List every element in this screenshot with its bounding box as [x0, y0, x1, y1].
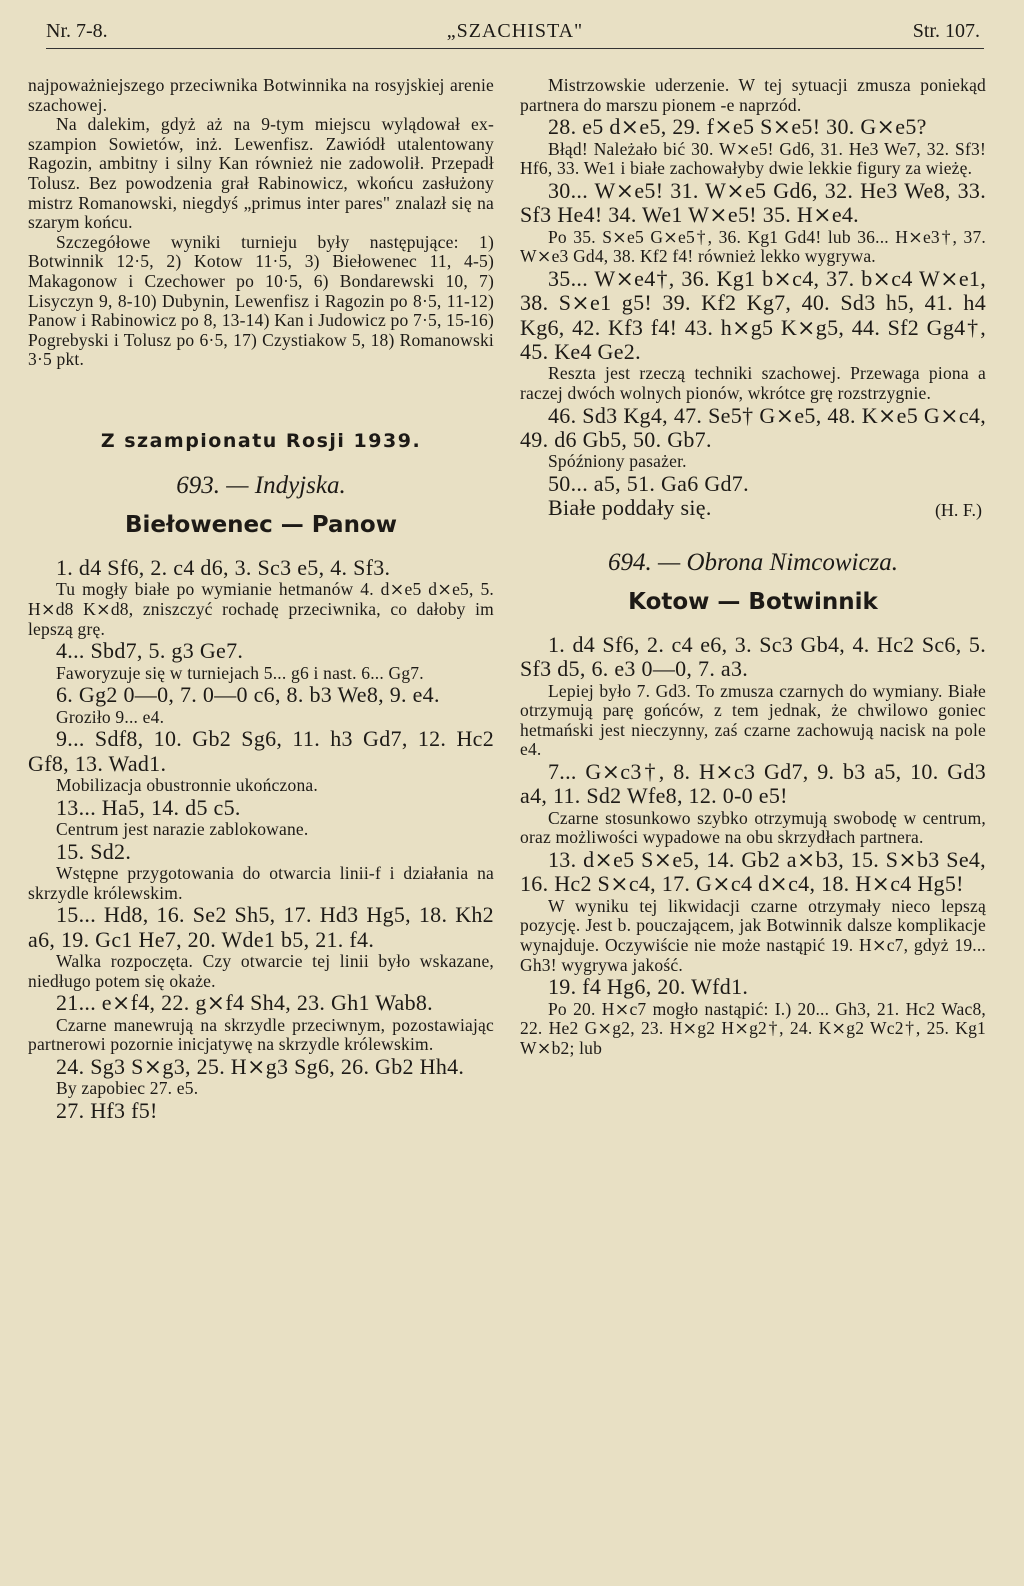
- commentary: Faworyzuje się w turniejach 5... g6 i nast. 6... Gg7.: [56, 662, 424, 683]
- page-number: Str. 107.: [912, 20, 980, 42]
- moves-line: 1. d4 Sf6, 2. c4 e6, 3. Sc3 Gb4, 4. Hc2 Sc6, 5. Sf3 d5, 6. e3 0—0, 7. a3.: [520, 631, 986, 682]
- moves-line: 13. d⨯e5 S⨯e5, 14. Gb2 a⨯b3, 15. S⨯b3 Se4, 16. Hc2 S⨯c4, 17. G⨯c4 d⨯c4, 18. H⨯c4 Hg5!: [520, 847, 986, 897]
- moves-line: 50... a5, 51. Ga6 Gd7.: [548, 471, 749, 496]
- moves-line: 9... Sdf8, 10. Gb2 Sg6, 11. h3 Gd7, 12. Hc2 Gf8, 13. Wad1.: [28, 726, 494, 776]
- commentary: Czarne stosunkowo szybko otrzymują swobodę w centrum, oraz możliwości wypadowe na obu skrzydłach partnera.: [520, 807, 986, 848]
- issue-number: Nr. 7-8.: [46, 20, 108, 42]
- moves-line: 28. e5 d⨯e5, 29. f⨯e5 S⨯e5! 30. G⨯e5?: [548, 114, 927, 140]
- final-line: [520, 496, 986, 520]
- commentary: Spóźniony pasażer.: [548, 451, 687, 472]
- commentary: Wstępne przygotowania do otwarcia linii-f i działania na skrzydle królewskim.: [28, 862, 494, 903]
- game-number: 694. — Obrona Nimcowicza.: [607, 548, 899, 576]
- commentary: Po 35. S⨯e5 G⨯e5†, 36. Kg1 Gd4! lub 36... H⨯e3†, 37. W⨯e3 Gd4, 38. Kf2 f4! również lekko wygrywa.: [520, 226, 986, 267]
- left-column: [28, 76, 494, 1123]
- moves-line: 1. d4 Sf6, 2. c4 d6, 3. Sc3 e5, 4. Sf3.: [56, 554, 391, 580]
- commentary: Mistrzowskie uderzenie. W tej sytuacji zmusza poniekąd partnera do marszu pionem -e naprzód.: [520, 75, 986, 115]
- moves-line: 24. Sg3 S⨯g3, 25. H⨯g3 Sg6, 26. Gb2 Hh4.: [56, 1053, 465, 1079]
- commentary: Mobilizacja obustronnie ukończona.: [56, 774, 318, 795]
- results-paragraph: Szczegółowe wyniki turnieju były następujące: 1) Botwinnik 12·5, 2) Kotow 11·5, 3) Biełowenec 11, 4-5) Makagonow i Czechower po 10·5, 6) Bondarewski 10, 7) Lisyczyn 9, 8-10) Dubynin, Lewenfisz i Ragozin po 8·5, 11-12) Panow i Rabinowicz po 8, 13-14) Kan i Judowicz po 7·5, 15-16) Pogrebyski i Tolusz po 6·5, 17) Czystiakow 5, 18) Romanowski 3·5 pkt.: [28, 231, 494, 370]
- moves-line: 7... G⨯c3†, 8. H⨯c3 Gd7, 9. b3 a5, 10. Gd3 a4, 11. Sd2 Wfe8, 12. 0-0 e5!: [520, 759, 986, 809]
- commentary: Czarne manewrują na skrzydle przeciwnym, pozostawiając partnerowi pozornie inicjatywę na skrzydle królewskim.: [28, 1014, 494, 1055]
- intro-paragraph: najpoważniejszego przeciwnika Botwinnika na rosyjskiej arenie szachowej.: [28, 75, 494, 115]
- commentary: Centrum jest narazie zablokowane.: [56, 818, 309, 839]
- moves-line: 13... Ha5, 14. d5 c5.: [56, 794, 241, 820]
- moves-line: 27. Hf3 f5!: [56, 1097, 158, 1123]
- journal-title: „SZACHISTA": [446, 20, 584, 42]
- moves-line: 46. Sd3 Kg4, 47. Se5† G⨯e5, 48. K⨯e5 G⨯c4, 49. d6 Gb5, 50. Gb7.: [520, 402, 986, 452]
- resignation-line: Białe poddały się.: [548, 495, 712, 521]
- commentary: Lepiej było 7. Gd3. To zmusza czarnych do wymiany. Białe otrzymują parę gońców, z tem jednak, że chwilowo goniec hetmański jest nieczynny, zaś czarne zachowują nacisk na pole e4.: [520, 680, 986, 760]
- game-number: 693. — Indyjska.: [176, 471, 346, 499]
- commentary: Reszta jest rzeczą techniki szachowej. Przewaga piona a raczej dwóch wolnych pionów, wkrótce grę rozstrzygnie.: [520, 363, 986, 403]
- commentary: W wyniku tej likwidacji czarne otrzymały nieco lepszą pozycję. Jest b. pouczającem, jak Botwinnik dalsze komplikacje wynajduje. Oczywiście nie może nastąpić 19. H⨯c7, gdyż 19... Gh3! wygrywa jakość.: [520, 895, 986, 975]
- page-header: [46, 18, 984, 49]
- moves-line: 6. Gg2 0—0, 7. 0—0 c6, 8. b3 We8, 9. e4.: [56, 682, 440, 708]
- moves-line: 15... Hd8, 16. Se2 Sh5, 17. Hd3 Hg5, 18. Kh2 a6, 19. Gc1 He7, 20. Wde1 b5, 21. f4.: [28, 902, 494, 952]
- commentary: Tu mogły białe po wymianie hetmanów 4. d⨯e5 d⨯e5, 5. H⨯d8 K⨯d8, zniszczyć rochadę przeciwnika, co dałoby im lepszą grę.: [28, 579, 494, 639]
- intro-paragraph: Na dalekim, gdyż aż na 9-tym miejscu wylądował ex-szampion Sowietów, inż. Lewenfisz. Zawiódł utalentowany Ragozin, ambitny i silny Kan również nie zadowolił. Przepadł Tolusz. Bez powodzenia grał Rabinowicz, wkońcu zasłużony mistrz Romanowski, niegdyś „primus inter pares" znalazł się na szarym końcu.: [28, 114, 494, 233]
- commentary: Błąd! Należało bić 30. W⨯e5! Gd6, 31. He3 We7, 32. Sf3! Hf6, 33. We1 i białe zachowałyby dwie lekkie figury za wieżę.: [520, 138, 986, 179]
- moves-line: 15. Sd2.: [56, 838, 132, 864]
- commentary: Walka rozpoczęta. Czy otwarcie tej linii było wskazane, niedługo potem się okaże.: [28, 950, 494, 991]
- players-heading: Biełowenec — Panow: [124, 511, 397, 538]
- moves-line: 35... W⨯e4†, 36. Kg1 b⨯c4, 37. b⨯c4 W⨯e1, 38. S⨯e1 g5! 39. Kf2 Kg7, 40. Sd3 h5, 41. h4 Kg6, 42. Kf3 f4! 43. h⨯g5 K⨯g5, 44. Sf2 Gg4†, 45. Ke4 Ge2.: [520, 265, 986, 364]
- players-heading: Kotow — Botwinnik: [628, 588, 878, 615]
- moves-line: 21... e⨯f4, 22. g⨯f4 Sh4, 23. Gh1 Wab8.: [56, 990, 433, 1016]
- commentary: Po 20. H⨯c7 mogło nastąpić: I.) 20... Gh3, 21. Hc2 Wac8, 22. He2 G⨯g2, 23. H⨯g2 H⨯g2†, 24. K⨯g2 Wc2†, 25. Kg1 W⨯b2; lub: [520, 998, 986, 1058]
- commentary: Groziło 9... e4.: [56, 706, 165, 727]
- moves-line: 30... W⨯e5! 31. W⨯e5 Gd6, 32. He3 We8, 33. Sf3 He4! 34. We1 W⨯e5! 35. H⨯e4.: [520, 177, 986, 228]
- moves-line: 19. f4 Hg6, 20. Wfd1.: [548, 974, 749, 1000]
- section-title: Z szampionatu Rosji 1939.: [100, 429, 422, 452]
- commentary: By zapobiec 27. e5.: [56, 1078, 199, 1099]
- moves-line: 4... Sbd7, 5. g3 Ge7.: [56, 638, 244, 664]
- author-signature: (H. F.): [934, 499, 982, 520]
- right-column: [520, 76, 986, 1058]
